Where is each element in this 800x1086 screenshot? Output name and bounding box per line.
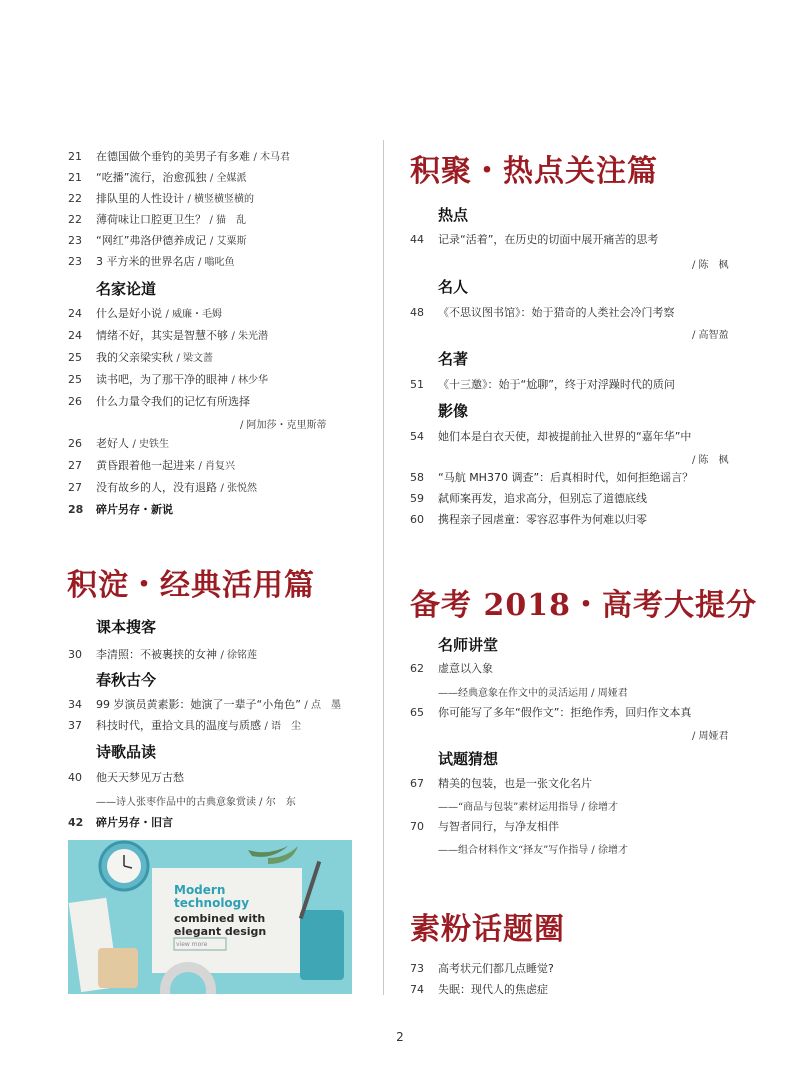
section-heading-mingren: 名人 bbox=[438, 278, 469, 296]
toc-entry[interactable]: 21 “吃播”流行，治愈孤独 / 全媒派 bbox=[68, 171, 247, 184]
toc-entry[interactable]: 67 精美的包装，也是一张文化名片 bbox=[410, 777, 592, 790]
toc-entry[interactable]: 25 读书吧，为了那干净的眼神 / 林少华 bbox=[68, 373, 269, 386]
toc-entry[interactable]: 58 “马航 MH370 调查”：后真相时代，如何拒绝谣言？ bbox=[410, 471, 694, 484]
toc-entry[interactable]: 59 弑师案再发，追求高分，但别忘了道德底线 bbox=[410, 492, 647, 505]
view-more-button[interactable]: view more bbox=[176, 941, 208, 948]
section-heading-chunqiu: 春秋古今 bbox=[96, 671, 157, 689]
toc-entry[interactable]: 62 虚意以入象 bbox=[410, 662, 493, 675]
entry-author: / 周娅君 bbox=[692, 731, 729, 742]
toc-entry[interactable]: 34 99 岁演员黄素影：她演了一辈子“小角色” / 点 墨 bbox=[68, 698, 341, 711]
toc-entry[interactable]: 48 《不思议图书馆》：始于猎奇的人类社会冷门考察 bbox=[410, 306, 675, 319]
toc-entry[interactable]: 65 你可能写了多年“假作文”：拒绝作秀，回归作文本真 bbox=[410, 706, 692, 719]
section-title-sufen: 素粉话题圈 bbox=[410, 912, 565, 947]
toc-entry[interactable]: 44 记录“活着”，在历史的切面中展开痛苦的思考 bbox=[410, 233, 659, 246]
advert-tagline: combined with elegant design bbox=[174, 912, 267, 938]
toc-entry[interactable]: 30 李清照：不被裹挟的女神 / 徐铭莲 bbox=[68, 648, 258, 661]
toc-entry[interactable]: 22 排队里的人性设计 / 横竖横竖横的 bbox=[68, 192, 255, 205]
toc-entry[interactable]: 24 情绪不好，其实是智慧不够 / 朱光潜 bbox=[68, 329, 269, 342]
toc-entry[interactable]: 26 老好人 / 史铁生 bbox=[68, 437, 170, 450]
toc-entry[interactable]: 60 携程亲子园虐童：零容忍事件为何难以归零 bbox=[410, 513, 647, 526]
advert-headline: Modern technology bbox=[174, 883, 250, 910]
toc-entry[interactable]: 40 他天天梦见万古愁 bbox=[68, 771, 184, 784]
toc-entry[interactable]: 25 我的父亲梁实秋 / 梁文蔷 bbox=[68, 351, 214, 364]
advert-photo bbox=[68, 840, 352, 994]
toc-entry[interactable]: 21 在德国做个垂钓的美男子有多难 / 木马君 bbox=[68, 150, 291, 163]
section-title-beikao: 备考 2018・高考大提分 bbox=[410, 588, 757, 623]
entry-author: / 高智盈 bbox=[692, 330, 729, 341]
toc-entry[interactable]: 23 “网红”弗洛伊德养成记 / 艾粟斯 bbox=[68, 234, 247, 247]
toc-fragment[interactable]: 42 碎片另存・旧言 bbox=[68, 816, 173, 829]
entry-subtitle: ——组合材料作文“择友”写作指导 / 徐增才 bbox=[438, 845, 628, 856]
entry-author: / 陈 枫 bbox=[692, 260, 729, 271]
toc-entry[interactable]: 73 高考状元们都几点睡觉? bbox=[410, 962, 554, 975]
section-title-jidian: 积淀・经典活用篇 bbox=[67, 568, 315, 603]
toc-fragment[interactable]: 28 碎片另存・新说 bbox=[68, 503, 173, 516]
page-number: 2 bbox=[396, 1030, 404, 1044]
toc-entry[interactable]: 27 黄昏跟着他一起进来 / 肖复兴 bbox=[68, 459, 236, 472]
section-title-jiju: 积聚・热点关注篇 bbox=[410, 154, 658, 189]
toc-entry[interactable]: 54 她们本是白衣天使，却被提前扯入世界的“嘉年华”中 bbox=[410, 430, 692, 443]
toc-entry[interactable]: 22 薄荷味让口腔更卫生？ / 猫 乱 bbox=[68, 213, 247, 226]
section-heading-redian: 热点 bbox=[438, 206, 469, 224]
entry-author: / 陈 枫 bbox=[692, 455, 729, 466]
section-heading-yingxiang: 影像 bbox=[438, 402, 469, 420]
entry-subtitle: ——诗人张枣作品中的古典意象赏读 / 尔 东 bbox=[96, 797, 296, 808]
section-heading-shige: 诗歌品读 bbox=[96, 743, 157, 761]
toc-entry[interactable]: 23 3 平方米的世界名店 / 嗡叱鱼 bbox=[68, 255, 235, 268]
entry-subtitle: ——经典意象在作文中的灵活运用 / 周娅君 bbox=[438, 688, 628, 699]
section-heading-shiti: 试题猜想 bbox=[438, 750, 499, 768]
section-heading-mingzhu: 名著 bbox=[438, 350, 469, 368]
toc-entry[interactable]: 27 没有故乡的人，没有退路 / 张悦然 bbox=[68, 481, 258, 494]
section-heading-mingshi: 名师讲堂 bbox=[438, 636, 499, 654]
toc-entry[interactable]: 37 科技时代，重拾文具的温度与质感 / 语 尘 bbox=[68, 719, 302, 732]
column-divider bbox=[383, 140, 384, 995]
toc-entry[interactable]: 70 与智者同行，与净友相伴 bbox=[410, 820, 559, 833]
toc-entry[interactable]: 74 失眠：现代人的焦虑症 bbox=[410, 983, 548, 996]
section-heading-kebensouke: 课本搜客 bbox=[96, 618, 157, 636]
entry-subtitle: ——“商品与包装”素材运用指导 / 徐增才 bbox=[438, 802, 618, 813]
toc-entry[interactable]: 26 什么力量令我们的记忆有所选择 bbox=[68, 395, 250, 408]
toc-entry[interactable]: 24 什么是好小说 / 威廉・毛姆 bbox=[68, 307, 223, 320]
entry-author: / 阿加莎・克里斯蒂 bbox=[240, 420, 327, 431]
section-heading-mingjia: 名家论道 bbox=[96, 280, 157, 298]
toc-entry[interactable]: 51 《十三邀》：始于“尬聊”，终于对浮躁时代的质问 bbox=[410, 378, 675, 391]
